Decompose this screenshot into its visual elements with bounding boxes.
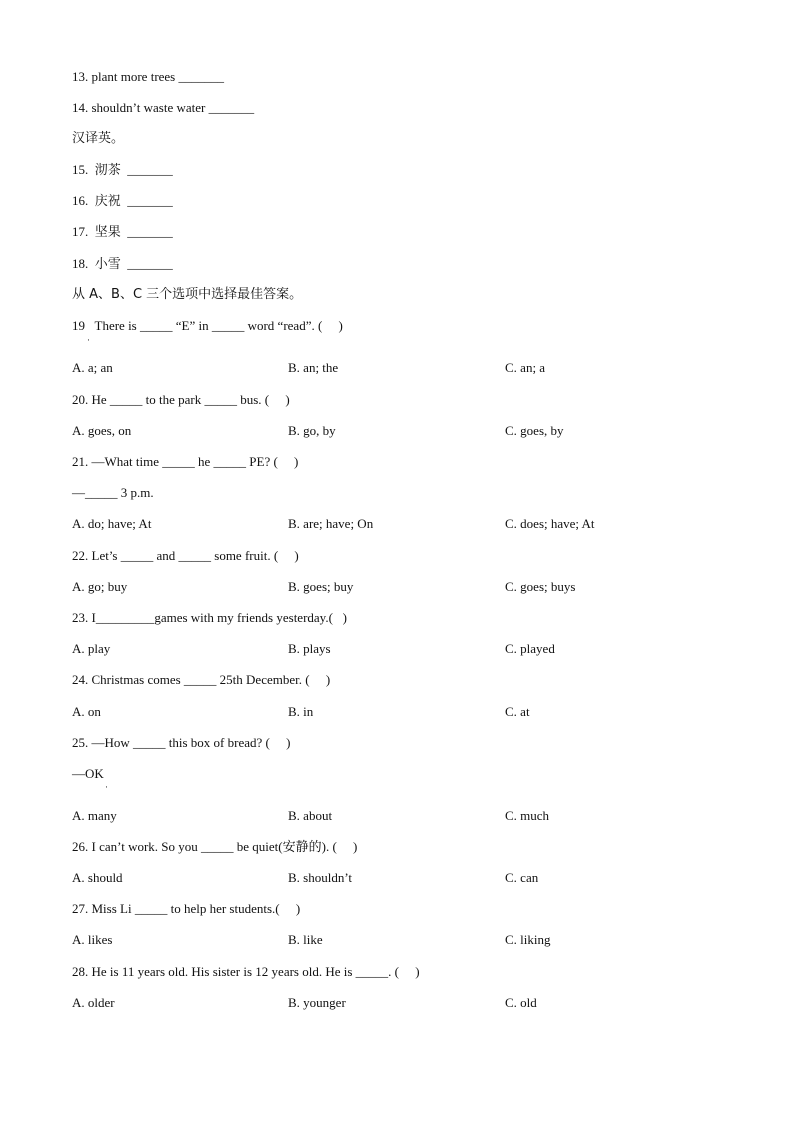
question-21-option-a: A. do; have; At bbox=[72, 516, 152, 531]
question-21: 21. —What time _____ he _____ PE? ( ) bbox=[72, 454, 299, 469]
question-28: 28. He is 11 years old. His sister is 12 years old. He is _____. ( ) bbox=[72, 964, 420, 979]
question-23: 23. I_________games with my friends yesterday.( ) bbox=[72, 610, 347, 625]
section-heading-choice: 从 A、B、C 三个选项中选择最佳答案。 bbox=[72, 287, 303, 302]
question-27-option-b: B. like bbox=[288, 932, 323, 947]
question-20-option-c: C. goes, by bbox=[505, 423, 564, 438]
question-26-option-a: A. should bbox=[72, 870, 123, 885]
question-27-option-c: C. liking bbox=[505, 932, 551, 947]
question-25-option-a: A. many bbox=[72, 808, 117, 823]
question-13: 13. plant more trees _______ bbox=[72, 69, 224, 84]
question-22: 22. Let’s _____ and _____ some fruit. ( ) bbox=[72, 548, 299, 563]
question-23-option-a: A. play bbox=[72, 641, 111, 656]
question-25-option-b: B. about bbox=[288, 808, 333, 823]
question-14: 14. shouldn’t waste water _______ bbox=[72, 100, 255, 115]
question-24-option-b: B. in bbox=[288, 704, 314, 719]
question-27-option-a: A. likes bbox=[72, 932, 113, 947]
question-24: 24. Christmas comes _____ 25th December. ( ) bbox=[72, 672, 331, 687]
question-20-option-b: B. go, by bbox=[288, 423, 336, 438]
question-16: 16. 庆祝 _______ bbox=[72, 193, 173, 208]
question-22-option-c: C. goes; buys bbox=[505, 579, 576, 594]
question-26-option-c: C. can bbox=[505, 870, 539, 885]
question-23-option-b: B. plays bbox=[288, 641, 331, 656]
question-19-option-a: A. a; an bbox=[72, 360, 113, 375]
section-heading-translate: 汉译英。 bbox=[72, 131, 125, 146]
question-28-option-c: C. old bbox=[505, 995, 537, 1010]
question-21-response: —_____ 3 p.m. bbox=[72, 485, 154, 500]
question-24-option-c: C. at bbox=[505, 704, 530, 719]
question-26-option-b: B. shouldn’t bbox=[288, 870, 353, 885]
question-21-option-c: C. does; have; At bbox=[505, 516, 595, 531]
question-20: 20. He _____ to the park _____ bus. ( ) bbox=[72, 392, 290, 407]
question-17: 17. 坚果 _______ bbox=[72, 224, 173, 239]
question-19: 19 There is _____ “E” in _____ word “read”. ( ) bbox=[72, 318, 343, 333]
question-25-option-c: C. much bbox=[505, 808, 550, 823]
question-26: 26. I can’t work. So you _____ be quiet(安静的). ( ) bbox=[72, 839, 358, 854]
stray-dot: · bbox=[87, 335, 90, 345]
question-24-option-a: A. on bbox=[72, 704, 101, 719]
question-18: 18. 小雪 _______ bbox=[72, 256, 173, 271]
question-19-option-b: B. an; the bbox=[288, 360, 339, 375]
question-23-option-c: C. played bbox=[505, 641, 555, 656]
question-28-option-b: B. younger bbox=[288, 995, 346, 1010]
question-21-option-b: B. are; have; On bbox=[288, 516, 374, 531]
question-25: 25. —How _____ this box of bread? ( ) bbox=[72, 735, 291, 750]
question-15: 15. 沏茶 _______ bbox=[72, 162, 173, 177]
question-25-response: —OK bbox=[72, 766, 104, 781]
question-28-option-a: A. older bbox=[72, 995, 115, 1010]
question-19-option-c: C. an; a bbox=[505, 360, 546, 375]
question-22-option-a: A. go; buy bbox=[72, 579, 128, 594]
question-22-option-b: B. goes; buy bbox=[288, 579, 354, 594]
question-27: 27. Miss Li _____ to help her students.( ) bbox=[72, 901, 301, 916]
question-20-option-a: A. goes, on bbox=[72, 423, 132, 438]
stray-dot: · bbox=[105, 782, 108, 792]
